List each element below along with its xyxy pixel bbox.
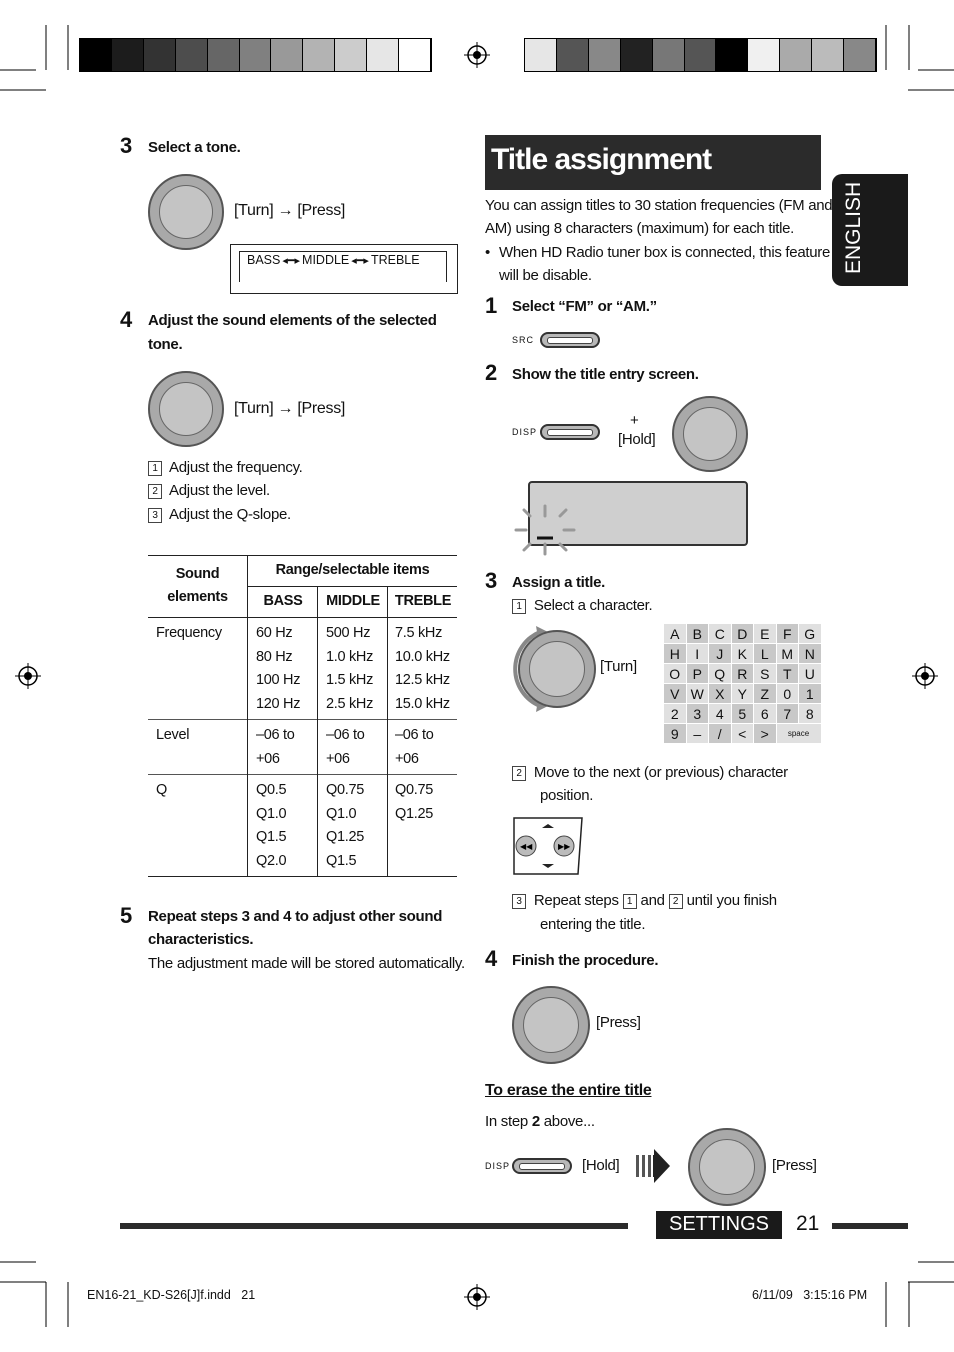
- character-cell: 1: [799, 684, 822, 704]
- color-swatch: [525, 39, 557, 71]
- svg-text:◀◀: ◀◀: [520, 842, 533, 851]
- turn-label: [Turn]: [600, 658, 637, 675]
- turn-press-label: [Turn] → [Press]: [234, 400, 346, 417]
- character-cell: /: [709, 724, 732, 744]
- color-swatch: [812, 39, 844, 71]
- disp-button-label: DISP: [512, 427, 538, 437]
- footer-section-tab: [656, 1211, 782, 1239]
- step-number: 3: [120, 133, 133, 158]
- print-file-name: EN16-21_KD-S26[J]f.indd 21: [87, 1288, 256, 1302]
- step-title: Adjust the sound elements of the selected: [148, 312, 437, 329]
- character-cell: space: [777, 724, 822, 744]
- control-knob-icon: [518, 630, 596, 708]
- color-swatch: [271, 39, 303, 71]
- turn-press-label: [Turn] → [Press]: [234, 202, 346, 219]
- character-cell: F: [777, 624, 800, 644]
- color-bar-left: [79, 38, 432, 72]
- intro-text: You can assign titles to 30 station frequencies (FM and: [485, 197, 833, 214]
- character-cell: W: [687, 684, 710, 704]
- color-swatch: [685, 39, 717, 71]
- step-number: 3: [485, 568, 498, 593]
- table-cell: –06 to +06: [256, 727, 295, 767]
- character-cell: 7: [777, 704, 800, 724]
- character-cell: 0: [777, 684, 800, 704]
- color-swatch: [399, 39, 431, 71]
- sound-elements-table: [148, 555, 457, 877]
- character-cell: –: [687, 724, 710, 744]
- character-cell: A: [664, 624, 687, 644]
- table-cell: Q0.5 Q1.0 Q1.5 Q2.0: [256, 782, 287, 869]
- character-cell: I: [687, 644, 710, 664]
- language-tab-label: ENGLISH: [842, 181, 865, 274]
- character-cell: >: [754, 724, 777, 744]
- table-row-label: Level: [156, 727, 190, 743]
- step-number: 1: [485, 293, 498, 318]
- step-number: 2: [485, 360, 498, 385]
- step-title-cont: tone.: [148, 336, 183, 353]
- table-cell: 7.5 kHz 10.0 kHz 12.5 kHz 15.0 kHz: [395, 625, 450, 712]
- character-cell: N: [799, 644, 822, 664]
- intro-text: AM) using 8 characters (maximum) for each title.: [485, 220, 795, 237]
- press-label: [Press]: [596, 1014, 641, 1031]
- substep-cont: entering the title.: [540, 916, 646, 933]
- color-swatch: [208, 39, 240, 71]
- table-row-label: Frequency: [156, 625, 222, 641]
- tone-treble: TREBLE: [370, 253, 420, 267]
- character-cell: Z: [754, 684, 777, 704]
- character-cell: Q: [709, 664, 732, 684]
- character-cell: B: [687, 624, 710, 644]
- table-header: elements: [167, 589, 228, 605]
- color-swatch: [653, 39, 685, 71]
- character-cell: V: [664, 684, 687, 704]
- table-cell: 60 Hz 80 Hz 100 Hz 120 Hz: [256, 625, 301, 712]
- crosshair-icon: [912, 663, 938, 694]
- character-cell: P: [687, 664, 710, 684]
- character-cell: U: [799, 664, 822, 684]
- color-swatch: [176, 39, 208, 71]
- step-body: The adjustment made will be stored automatically.: [148, 955, 465, 972]
- table-cell: –06 to +06: [395, 727, 434, 767]
- color-swatch: [144, 39, 176, 71]
- character-cell: 9: [664, 724, 687, 744]
- substep-cont: position.: [540, 787, 594, 804]
- character-cell: 5: [732, 704, 755, 724]
- step-title-cont: characteristics.: [148, 931, 254, 948]
- footer-rule: [120, 1223, 628, 1229]
- footer-section: SETTINGS: [668, 1213, 769, 1235]
- substep: 3 Adjust the Q-slope.: [148, 506, 291, 523]
- color-swatch: [844, 39, 876, 71]
- color-swatch: [240, 39, 272, 71]
- table-row-label: Q: [156, 782, 167, 798]
- arrow-right-icon: [636, 1145, 672, 1192]
- blinking-cursor-icon: [512, 500, 578, 565]
- erase-heading: To erase the entire title: [485, 1082, 652, 1099]
- plus-sign: +: [630, 412, 639, 429]
- bullet-text: When HD Radio tuner box is connected, this feature: [499, 244, 831, 261]
- character-cell: J: [709, 644, 732, 664]
- tone-bass: BASS: [247, 253, 281, 267]
- character-cell: M: [777, 644, 800, 664]
- disp-button[interactable]: [540, 424, 600, 440]
- page-number: 21: [796, 1212, 820, 1235]
- color-swatch: [748, 39, 780, 71]
- character-cell: 6: [754, 704, 777, 724]
- color-swatch: [780, 39, 812, 71]
- color-swatch: [621, 39, 653, 71]
- character-cell: K: [732, 644, 755, 664]
- step-number: 5: [120, 903, 133, 928]
- color-swatch: [112, 39, 144, 71]
- control-knob-icon: [688, 1128, 766, 1206]
- crosshair-icon: [464, 42, 490, 73]
- character-cell: 3: [687, 704, 710, 724]
- step-title: Show the title entry screen.: [512, 366, 699, 383]
- character-grid: [664, 624, 822, 744]
- substep: 2 Adjust the level.: [148, 482, 270, 499]
- character-cell: 8: [799, 704, 822, 724]
- substep: 1 Adjust the frequency.: [148, 459, 303, 476]
- step-number: 4: [120, 307, 133, 332]
- control-knob-icon: [512, 986, 590, 1064]
- src-button[interactable]: [540, 332, 600, 348]
- step-title: Select a tone.: [148, 139, 241, 156]
- language-tab: [832, 174, 908, 286]
- tone-middle: MIDDLE: [302, 253, 350, 267]
- character-cell: O: [664, 664, 687, 684]
- table-cell: Q0.75 Q1.0 Q1.25 Q1.5: [326, 782, 364, 869]
- svg-text:▶▶: ▶▶: [558, 842, 571, 851]
- control-knob-icon: [672, 396, 748, 472]
- erase-text: In step 2 above...: [485, 1113, 595, 1130]
- footer-rule: [832, 1223, 908, 1229]
- color-swatch: [335, 39, 367, 71]
- disp-button[interactable]: [512, 1158, 572, 1174]
- character-cell: X: [709, 684, 732, 704]
- substep: 2 Move to the next (or previous) character: [512, 764, 788, 781]
- hold-label: [Hold]: [582, 1157, 620, 1174]
- tone-sequence-box: [230, 244, 458, 294]
- step-number: 4: [485, 946, 498, 971]
- color-swatch: [716, 39, 748, 71]
- src-button-label: SRC: [512, 335, 535, 345]
- character-cell: 4: [709, 704, 732, 724]
- step-title: Repeat steps 3 and 4 to adjust other sound: [148, 908, 443, 925]
- table-header: TREBLE: [394, 593, 452, 609]
- page-title: Title assignment: [491, 143, 712, 176]
- character-cell: <: [732, 724, 755, 744]
- table-cell: 500 Hz 1.0 kHz 1.5 kHz 2.5 kHz: [326, 625, 374, 712]
- print-date: 6/11/09 3:15:16 PM: [752, 1288, 868, 1302]
- press-label: [Press]: [772, 1157, 817, 1174]
- table-cell: Q0.75 Q1.25: [395, 782, 433, 822]
- step-title: Finish the procedure.: [512, 952, 659, 969]
- crosshair-icon: [464, 1284, 490, 1315]
- section-title-bar: [485, 135, 821, 190]
- color-swatch: [80, 39, 112, 71]
- table-header: BASS: [263, 593, 303, 609]
- double-arrow-icon: ◂━▸: [351, 254, 369, 267]
- control-knob-icon: [148, 174, 224, 250]
- double-arrow-icon: ◂━▸: [282, 254, 301, 267]
- character-cell: D: [732, 624, 755, 644]
- crosshair-icon: [15, 663, 41, 694]
- character-cell: L: [754, 644, 777, 664]
- character-cell: S: [754, 664, 777, 684]
- step-title: Assign a title.: [512, 574, 606, 591]
- character-cell: E: [754, 624, 777, 644]
- disp-button-label: DISP: [485, 1161, 511, 1171]
- substep: 3 Repeat steps 1 and 2 until you finish: [512, 892, 777, 909]
- character-cell: C: [709, 624, 732, 644]
- character-cell: 2: [664, 704, 687, 724]
- skip-buttons-icon: [512, 816, 584, 881]
- bullet-text: will be disable.: [499, 267, 592, 284]
- step-title: Select “FM” or “AM.”: [512, 298, 657, 315]
- hold-label: [Hold]: [618, 431, 656, 448]
- color-swatch: [589, 39, 621, 71]
- color-swatch: [303, 39, 335, 71]
- substep: 1 Select a character.: [512, 597, 652, 614]
- control-knob-icon: [148, 371, 224, 447]
- character-cell: Y: [732, 684, 755, 704]
- character-cell: R: [732, 664, 755, 684]
- color-swatch: [557, 39, 589, 71]
- character-cell: G: [799, 624, 822, 644]
- bullet-dot: •: [485, 244, 490, 261]
- character-cell: T: [777, 664, 800, 684]
- table-header: Range/selectable items: [275, 562, 430, 578]
- table-cell: –06 to +06: [326, 727, 365, 767]
- character-cell: H: [664, 644, 687, 664]
- table-header: Sound: [175, 566, 220, 582]
- table-header: MIDDLE: [326, 593, 380, 609]
- color-swatch: [367, 39, 399, 71]
- color-bar-right: [524, 38, 877, 72]
